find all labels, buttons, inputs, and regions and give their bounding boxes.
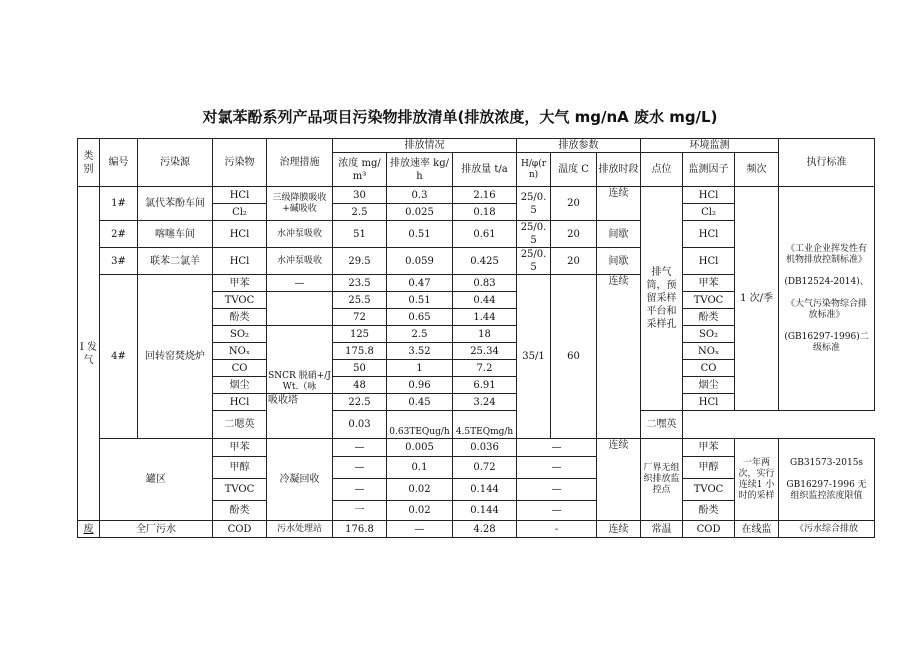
header-standard: 执行标准 bbox=[779, 139, 875, 187]
row-source: 全厂污水 bbox=[100, 521, 213, 538]
cell-time: 连续 bbox=[597, 275, 641, 439]
cell-concentration: 175.8 bbox=[333, 343, 387, 360]
cell-rate: 0.45 bbox=[387, 394, 453, 411]
row-number: 1# bbox=[100, 187, 138, 221]
cell-time: 连续 bbox=[597, 187, 641, 221]
cell-concentration: 176.8 bbox=[333, 521, 387, 538]
header-monitor-group: 环境监测 bbox=[641, 139, 779, 153]
header-pollutant: 污染物 bbox=[213, 139, 267, 187]
category-gas-label: I 发气 bbox=[79, 341, 98, 366]
row-pollutant: 酚类 bbox=[213, 501, 267, 521]
cell-factor: COD bbox=[683, 521, 735, 538]
header-source: 污染源 bbox=[138, 139, 213, 187]
cell-point: 常温 bbox=[641, 521, 683, 538]
row-source: 罐区 bbox=[100, 439, 213, 521]
row-treatment: 水冲泵吸收 bbox=[267, 221, 333, 248]
header-param-group: 排放参数 bbox=[517, 139, 641, 153]
cell-point: 排气筒，预留采样平台和采样孔 bbox=[641, 187, 683, 411]
cell-freq: 在线监 bbox=[735, 521, 779, 538]
standard-line-1: 《工业企业挥发性有机物排放控制标准》 bbox=[786, 243, 868, 265]
cell-height: — bbox=[517, 457, 597, 479]
cell-temp: 60 bbox=[551, 275, 597, 439]
row-pollutant: CO bbox=[213, 360, 267, 377]
cell-rate: 3.52 bbox=[387, 343, 453, 360]
cell-concentration: 50 bbox=[333, 360, 387, 377]
cell-amount: 25.34 bbox=[453, 343, 517, 360]
row-source: 喀噻车间 bbox=[138, 221, 213, 248]
row-pollutant: SO₂ bbox=[213, 326, 267, 343]
standard-line-2: GB16297-1996 无组织监控浓度限值 bbox=[786, 479, 867, 501]
row-number: 2# bbox=[100, 221, 138, 248]
cell-time: 连续 bbox=[597, 521, 641, 538]
row-pollutant: 甲醇 bbox=[213, 457, 267, 479]
cell-factor: HCl bbox=[683, 248, 735, 275]
cell-temp: 20 bbox=[551, 221, 597, 248]
cell-factor: NOₓ bbox=[683, 343, 735, 360]
row-pollutant: HCl bbox=[213, 221, 267, 248]
cell-amount: 0.425 bbox=[453, 248, 517, 275]
cell-concentration: 72 bbox=[333, 309, 387, 326]
header-height: H/φ(rn) bbox=[517, 153, 551, 187]
cell-rate: 0.51 bbox=[387, 221, 453, 248]
cell-height: — bbox=[517, 479, 597, 501]
cell-concentration: 125 bbox=[333, 326, 387, 343]
cell-factor: Cl₂ bbox=[683, 204, 735, 221]
cell-rate: 0.3 bbox=[387, 187, 453, 204]
row-treatment: 三级降膜吸收+碱吸收 bbox=[267, 187, 333, 221]
header-concentration: 浓度 mg/m³ bbox=[333, 153, 387, 187]
header-amount: 排放量 t/a bbox=[453, 153, 517, 187]
cell-height: - bbox=[517, 521, 597, 538]
cell-factor: 二嘿英 bbox=[641, 411, 683, 439]
header-freq: 频次 bbox=[735, 153, 779, 187]
page-title: 对氯苯酚系列产品项目污染物排放清单(排放浓度，大气 mg/nA 废水 mg/L) bbox=[202, 108, 718, 126]
cell-standard: 《污水综合排放 bbox=[779, 521, 875, 538]
cell-amount: 0.036 bbox=[453, 439, 517, 457]
cell-height: — bbox=[517, 439, 597, 457]
cell-concentration: — bbox=[333, 457, 387, 479]
cell-amount: 0.61 bbox=[453, 221, 517, 248]
cell-rate: 0.65 bbox=[387, 309, 453, 326]
row-source: 氯代苯酚车间 bbox=[138, 187, 213, 221]
standard-line-1: GB31573-2015s bbox=[790, 457, 864, 468]
emission-table bbox=[77, 138, 875, 538]
row-number: 3# bbox=[100, 248, 138, 275]
row-treatment: 吸收塔 bbox=[267, 394, 333, 439]
cell-factor: 酚类 bbox=[683, 309, 735, 326]
cell-height: 25/0.5 bbox=[517, 187, 551, 221]
cell-time: 连续 bbox=[597, 439, 641, 521]
row-source: 联苯二氯羊 bbox=[138, 248, 213, 275]
row-pollutant: HCl bbox=[213, 187, 267, 204]
row-treatment: 污水处理站 bbox=[267, 521, 333, 538]
cell-height: — bbox=[517, 501, 597, 521]
cell-factor: 甲醇 bbox=[683, 457, 735, 479]
cell-height: 25/0.5 bbox=[517, 248, 551, 275]
row-pollutant: 甲苯 bbox=[213, 275, 267, 292]
row-pollutant: 甲苯 bbox=[213, 439, 267, 457]
cell-concentration: 22.5 bbox=[333, 394, 387, 411]
cell-standard bbox=[779, 439, 875, 521]
row-pollutant: TVOC bbox=[213, 479, 267, 501]
cell-concentration: — bbox=[333, 439, 387, 457]
row-treatment-blank bbox=[267, 292, 333, 326]
cell-concentration: 0.03 bbox=[333, 411, 387, 439]
cell-amount: 0.144 bbox=[453, 479, 517, 501]
cell-rate: 0.005 bbox=[387, 439, 453, 457]
header-emission-group: 排放情况 bbox=[333, 139, 517, 153]
cell-concentration: 48 bbox=[333, 377, 387, 394]
row-pollutant: HCl bbox=[213, 394, 267, 411]
cell-rate: — bbox=[387, 521, 453, 538]
cell-amount: 2.16 bbox=[453, 187, 517, 204]
row-number: 4# bbox=[100, 275, 138, 439]
cell-rate: 0.47 bbox=[387, 275, 453, 292]
row-pollutant: TVOC bbox=[213, 292, 267, 309]
cell-rate: 0.63TEQug/h bbox=[387, 411, 453, 439]
cell-rate: 1 bbox=[387, 360, 453, 377]
cell-temp: 20 bbox=[551, 248, 597, 275]
cell-standard bbox=[779, 187, 875, 411]
row-pollutant: 二嗯英 bbox=[213, 411, 267, 439]
row-treatment: SNCR 脱硝+/JWt.（咏 bbox=[267, 326, 333, 394]
row-pollutant: COD bbox=[213, 521, 267, 538]
cell-concentration: 一 bbox=[333, 501, 387, 521]
cell-factor: SO₂ bbox=[683, 326, 735, 343]
standard-line-4: (GB16297-1996)二级标准 bbox=[784, 331, 869, 353]
cell-factor: 烟尘 bbox=[683, 377, 735, 394]
cell-amount: 0.72 bbox=[453, 457, 517, 479]
header-point: 点位 bbox=[641, 153, 683, 187]
cell-amount: 7.2 bbox=[453, 360, 517, 377]
header-temp: 温度 C bbox=[551, 153, 597, 187]
cell-amount: 0.18 bbox=[453, 204, 517, 221]
standard-line-2: (DB12524-2014)、 bbox=[784, 276, 869, 287]
cell-factor: CO bbox=[683, 360, 735, 377]
cell-amount: 0.83 bbox=[453, 275, 517, 292]
cell-amount: 4.28 bbox=[453, 521, 517, 538]
cell-concentration: 29.5 bbox=[333, 248, 387, 275]
cell-rate: 0.51 bbox=[387, 292, 453, 309]
cell-freq: 1 次/季 bbox=[735, 187, 779, 411]
row-treatment: — bbox=[267, 275, 333, 292]
cell-amount: 1.44 bbox=[453, 309, 517, 326]
cell-factor: 酚类 bbox=[683, 501, 735, 521]
cell-concentration: 2.5 bbox=[333, 204, 387, 221]
cell-freq: 一年两次，实行连续1 小时的采样 bbox=[735, 439, 779, 521]
row-pollutant: 烟尘 bbox=[213, 377, 267, 394]
cell-height: 35/1 bbox=[517, 275, 551, 439]
cell-rate: 0.02 bbox=[387, 501, 453, 521]
row-pollutant: HCl bbox=[213, 248, 267, 275]
row-pollutant: NOₓ bbox=[213, 343, 267, 360]
header-time: 排放时段 bbox=[597, 153, 641, 187]
cell-time: 间歇 bbox=[597, 248, 641, 275]
cell-amount: 0.44 bbox=[453, 292, 517, 309]
cell-rate: 0.02 bbox=[387, 479, 453, 501]
cell-height: 25/0.5 bbox=[517, 221, 551, 248]
cell-time: 间歇 bbox=[597, 221, 641, 248]
cell-rate: 0.025 bbox=[387, 204, 453, 221]
header-factor: 监测因子 bbox=[683, 153, 735, 187]
header-category: 类别 bbox=[78, 139, 100, 187]
cell-amount: 18 bbox=[453, 326, 517, 343]
cell-concentration: 23.5 bbox=[333, 275, 387, 292]
cell-factor: TVOC bbox=[683, 292, 735, 309]
cell-concentration: — bbox=[333, 479, 387, 501]
header-treatment: 治理措施 bbox=[267, 139, 333, 187]
cell-rate: 0.059 bbox=[387, 248, 453, 275]
row-pollutant: Cl₂ bbox=[213, 204, 267, 221]
cell-amount: 4.5TEQmg/h bbox=[453, 411, 517, 439]
header-rate: 排放速率 kg/h bbox=[387, 153, 453, 187]
row-treatment: 冷凝回收 bbox=[267, 439, 333, 521]
cell-factor: HCl bbox=[683, 394, 735, 411]
row-treatment: 水冲泵吸收 bbox=[267, 248, 333, 275]
row-source: 回转窑焚烧炉 bbox=[138, 275, 213, 439]
cell-factor: TVOC bbox=[683, 479, 735, 501]
cell-factor: HCl bbox=[683, 187, 735, 204]
cell-rate: 2.5 bbox=[387, 326, 453, 343]
cell-concentration: 30 bbox=[333, 187, 387, 204]
cell-amount: 3.24 bbox=[453, 394, 517, 411]
cell-temp: 20 bbox=[551, 187, 597, 221]
header-number: 编号 bbox=[100, 139, 138, 187]
cell-amount: 0.144 bbox=[453, 501, 517, 521]
row-pollutant: 酚类 bbox=[213, 309, 267, 326]
cell-concentration: 51 bbox=[333, 221, 387, 248]
cell-factor: 甲苯 bbox=[683, 439, 735, 457]
cell-rate: 0.96 bbox=[387, 377, 453, 394]
category-water: 废 bbox=[78, 521, 100, 538]
standard-line-3: 《大气污染物综合排放标准》 bbox=[786, 298, 868, 320]
cell-amount: 6.91 bbox=[453, 377, 517, 394]
cell-factor: 甲苯 bbox=[683, 275, 735, 292]
cell-point: 厂界无组织排放监控点 bbox=[641, 439, 683, 521]
cell-concentration: 25.5 bbox=[333, 292, 387, 309]
cell-rate: 0.1 bbox=[387, 457, 453, 479]
cell-factor: HCl bbox=[683, 221, 735, 248]
